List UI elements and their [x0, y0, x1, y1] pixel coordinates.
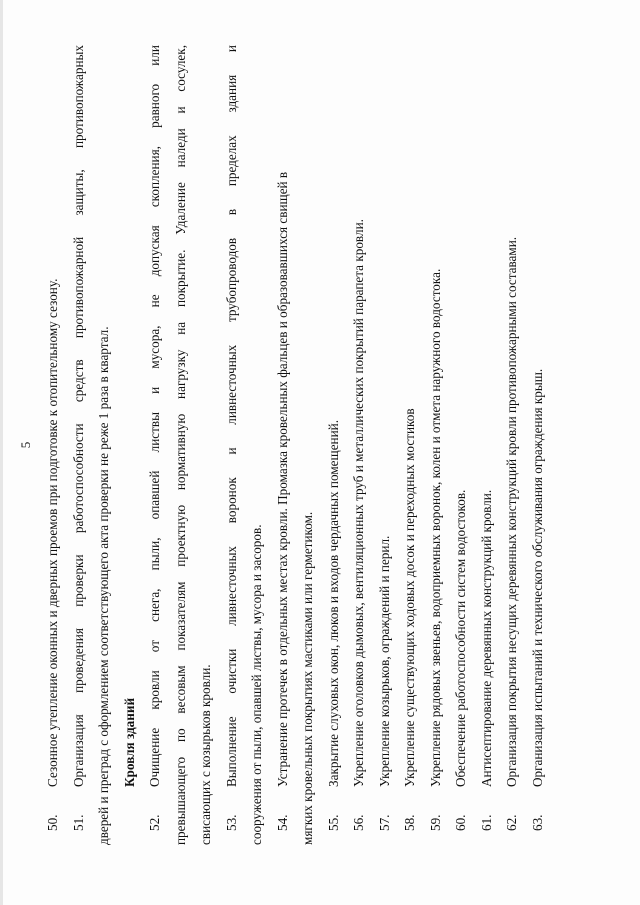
item-number: 63.	[529, 814, 545, 831]
item-text: Сезонное утепление оконных и дверных проемов при подготовке к отопительному сезону.	[45, 278, 60, 787]
document-body	[40, 45, 550, 845]
item-text: Закрытие слуховых окон, люков и входов чердачных помещений.	[325, 419, 341, 787]
list-item-59	[423, 45, 449, 845]
item-text: Антисептирование деревянных конструкций кровли.	[478, 489, 494, 787]
item-text: Укрепление существующих ходовых досок и переходных мостиков	[402, 408, 417, 787]
item-text: Обеспечение работоспособности систем водостоков.	[453, 489, 468, 787]
item-text: Укрепление козырьков, ограждений и перил.	[376, 535, 392, 787]
item-number: 57.	[376, 814, 392, 831]
list-item-53-line-1	[219, 45, 245, 845]
scan-edge	[0, 0, 3, 905]
item-text: Укрепление рядовых звеньев, водоприемных воронок, колен и отмета наружного водостока.	[427, 268, 443, 787]
item-number: 52.	[147, 814, 162, 831]
item-text: Организация покрытия несущих деревянных конструкций кровли противопожарными составами.	[504, 236, 519, 787]
list-item-56	[346, 45, 372, 845]
item-number: 50.	[45, 814, 60, 831]
section-heading: Кровля зданий	[121, 697, 137, 787]
list-item-50	[40, 45, 66, 845]
item-number: 53.	[223, 814, 239, 831]
list-item-54-line-2: мягких кровельных покрытиях мастиками или герметиком.	[300, 511, 315, 845]
list-item-53-line-2: сооружения от пыли, опавшей листвы, мусора и засоров.	[249, 524, 264, 845]
list-item-52-line-3: свисающих с козырьков кровли.	[198, 664, 213, 845]
item-number: 59.	[427, 814, 443, 831]
item-number: 61.	[478, 814, 494, 831]
item-number: 56.	[351, 814, 366, 831]
list-item-60	[448, 45, 474, 845]
rotated-text-block	[18, 45, 600, 845]
item-text: Организация испытаний и технического обслуживания ограждения крыш.	[529, 368, 545, 787]
list-item-54-line-1	[270, 45, 296, 845]
item-number: 60.	[453, 814, 468, 831]
item-number: 51.	[70, 814, 86, 831]
item-number: 55.	[325, 814, 341, 831]
list-item-61	[474, 45, 500, 845]
list-item-62	[499, 45, 525, 845]
item-text: Укрепление оголовков дымовых, вентиляционных труб и металлических покрытий парапета кровли.	[351, 219, 366, 787]
list-item-55	[321, 45, 347, 845]
list-item-51-line-1	[66, 45, 92, 845]
item-number: 54.	[274, 814, 290, 831]
item-number: 62.	[504, 814, 519, 831]
item-text: Выполнение очистки ливнесточных воронок и ливнесточных трубопроводов в пределах здания и	[223, 45, 239, 787]
item-text: Устранение протечек в отдельных местах кровли. Промазка кровельных фальцев и образовавшихся свищей в	[274, 171, 290, 787]
item-number: 58.	[402, 814, 417, 831]
list-item-58	[397, 45, 423, 845]
list-item-51-line-2: дверей и преград с оформлением соответствующего акта проверки не реже 1 раза в квартал.	[96, 326, 111, 845]
list-item-63	[525, 45, 551, 845]
list-item-57	[372, 45, 398, 845]
page-number: 5	[18, 441, 33, 449]
list-item-52-line-1	[142, 45, 168, 845]
item-text: Очищение кровли от снега, пыли, опавшей листвы и мусора, не допуская скопления, равного или	[147, 45, 162, 787]
list-item-52-line-2: превышающего по весовым показателям проектную нормативную нагрузку на покрытие. Удаление наледи и сосулек,	[172, 45, 188, 845]
item-text: Организация проведения проверки работоспособности средств противопожарной защиты, противопожарных	[70, 45, 86, 787]
